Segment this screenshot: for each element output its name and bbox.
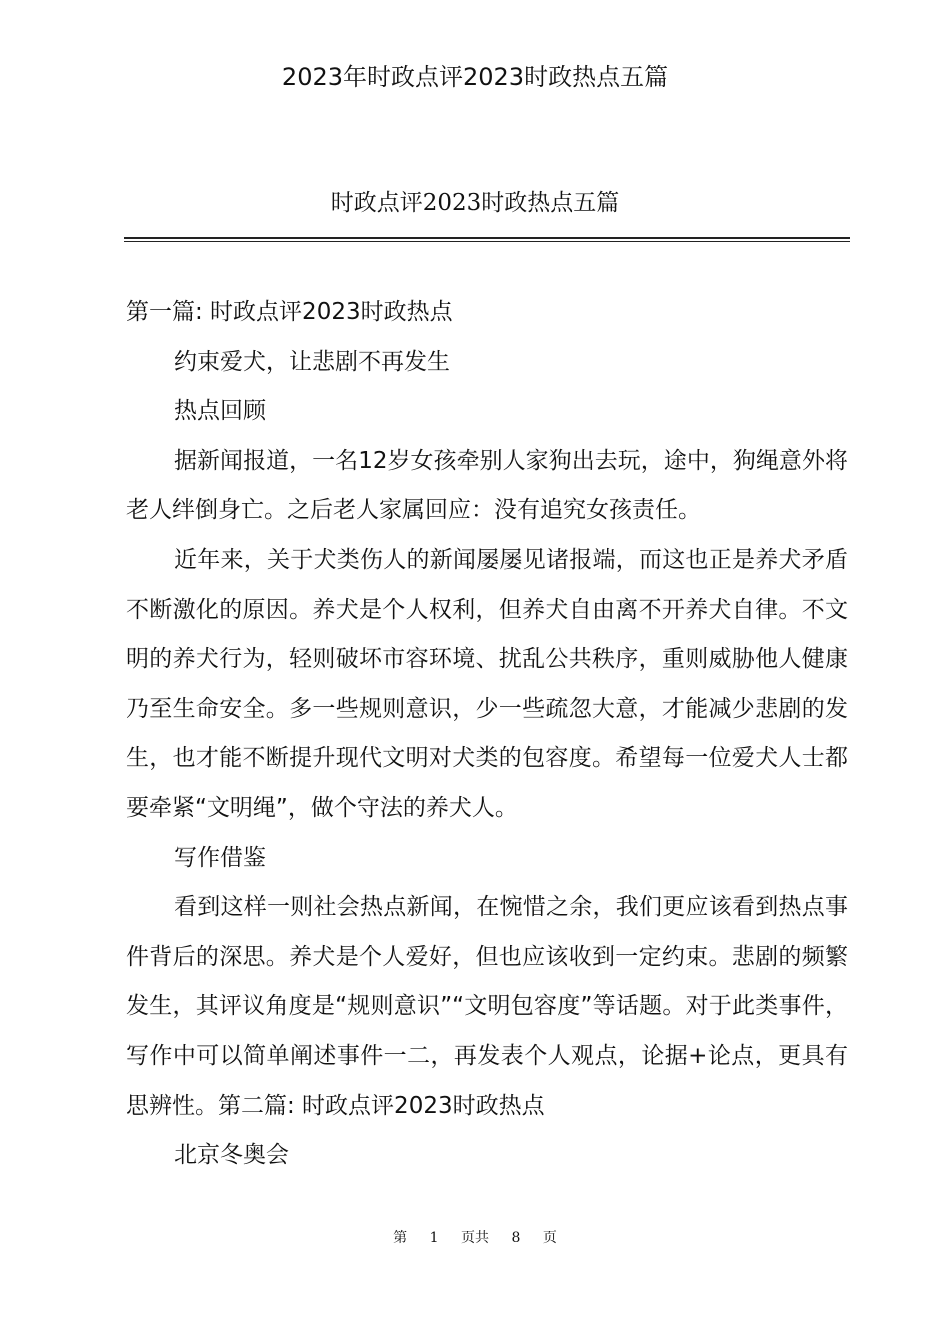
page-header: 时政点评2023时政热点五篇 (330, 190, 620, 216)
paragraph: 据新闻报道，一名12岁女孩牵别人家狗出去玩，途中，狗绳意外将老人绊倒身亡。之后老人家属回应：没有追究女孩责任。 (126, 447, 848, 524)
section-heading: 第一篇: 时政点评2023时政热点 (126, 299, 453, 325)
footer-prefix: 第 (393, 1230, 408, 1246)
header-rule-thick (124, 237, 850, 239)
subheading-writing: 写作借鉴 (174, 844, 266, 871)
header-rule-thin (124, 241, 850, 242)
article-title: 约束爱犬，让悲剧不再发生 (174, 348, 450, 375)
paragraph: 看到这样一则社会热点新闻，在惋惜之余，我们更应该看到热点事件背后的深思。养犬是个人爱好，但也应该收到一定约束。悲剧的频繁发生，其评议角度是“规则意识”“文明包容度”等话题。对于此类事件，写作中可以简单阐述事件一二，再发表个人观点，论据+论点，更具有思辨性。第二篇: 时政点评2023时政热点 (126, 894, 848, 1119)
footer-middle: 页共 (461, 1230, 489, 1246)
document-body (126, 288, 848, 1181)
paragraph: 近年来，关于犬类伤人的新闻屡屡见诸报端，而这也正是养犬矛盾不断激化的原因。养犬是个人权利，但养犬自由离不开养犬自律。不文明的养犬行为，轻则破坏市容环境、扰乱公共秩序，重则威胁他人健康乃至生命安全。多一些规则意识，少一些疏忽大意，才能减少悲剧的发生，也才能不断提升现代文明对犬类的包容度。希望每一位爱犬人士都要牵紧“文明绳”，做个守法的养犬人。 (126, 546, 848, 821)
footer-suffix: 页 (542, 1230, 557, 1246)
page-footer (0, 1228, 950, 1248)
document-title: 2023年时政点评2023时政热点五篇 (281, 63, 669, 91)
page-total: 8 (511, 1230, 521, 1246)
subheading-review: 热点回顾 (174, 398, 266, 425)
article-title: 北京冬奥会 (174, 1142, 289, 1169)
page-number: 1 (429, 1230, 439, 1246)
